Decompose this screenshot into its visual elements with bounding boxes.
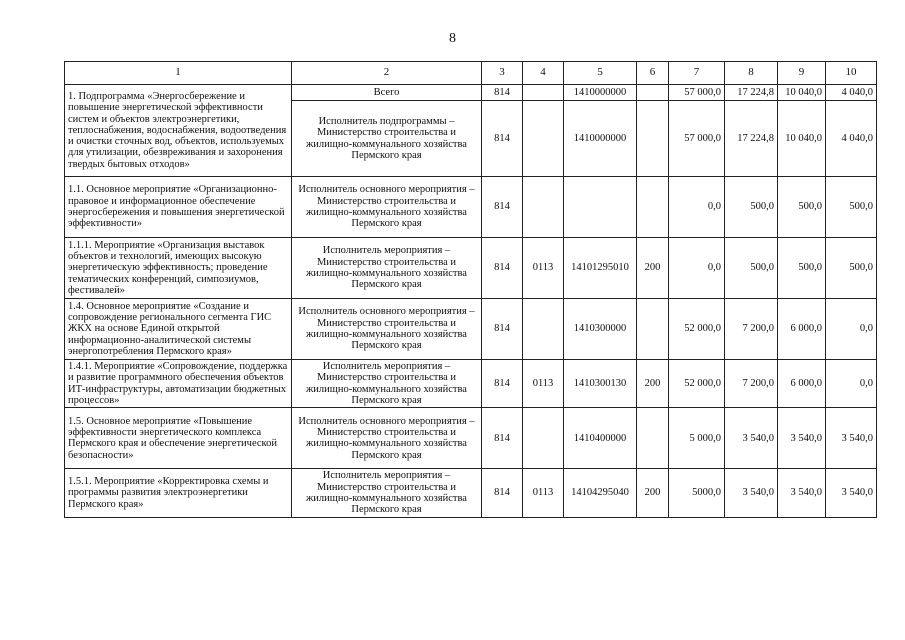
cell-executor: Исполнитель основного мероприятия – Министерство строительства и жилищно-коммунального хозяйства Пермского края [292,408,482,469]
cell-amount-col7: 0,0 [669,177,725,238]
cell-expense-type: 200 [637,238,669,299]
column-header: 5 [564,62,637,85]
cell-grbs: 814 [482,101,523,177]
cell-grbs: 814 [482,85,523,101]
column-header: 8 [725,62,778,85]
cell-amount-col8: 7 200,0 [725,360,778,408]
cell-amount-col10: 500,0 [826,177,877,238]
cell-amount-col9: 500,0 [778,177,826,238]
cell-grbs: 814 [482,360,523,408]
cell-executor: Исполнитель подпрограммы – Министерство строительства и жилищно-коммунального хозяйства Пермского края [292,101,482,177]
cell-amount-col7: 5 000,0 [669,408,725,469]
cell-expense-type [637,101,669,177]
cell-executor: Исполнитель мероприятия – Министерство строительства и жилищно-коммунального хозяйства Пермского края [292,469,482,517]
table-row [65,238,877,299]
cell-amount-col8: 17 224,8 [725,85,778,101]
cell-executor: Исполнитель мероприятия – Министерство строительства и жилищно-коммунального хозяйства Пермского края [292,238,482,299]
cell-section [523,408,564,469]
cell-amount-col10: 500,0 [826,238,877,299]
cell-amount-col9: 3 540,0 [778,408,826,469]
cell-amount-col8: 3 540,0 [725,408,778,469]
cell-expense-type: 200 [637,360,669,408]
cell-target-article: 1410300130 [564,360,637,408]
cell-amount-col8: 500,0 [725,177,778,238]
column-header: 6 [637,62,669,85]
cell-amount-col10: 0,0 [826,299,877,360]
cell-amount-col8: 17 224,8 [725,101,778,177]
cell-grbs: 814 [482,469,523,517]
header-row [65,62,877,85]
cell-amount-col9: 10 040,0 [778,85,826,101]
cell-grbs: 814 [482,299,523,360]
cell-amount-col8: 7 200,0 [725,299,778,360]
cell-executor: Исполнитель мероприятия – Министерство строительства и жилищно-коммунального хозяйства Пермского края [292,360,482,408]
cell-program-name: 1. Подпрограмма «Энергосбережение и повышение энергетической эффективности систем и объектов электроэнергетики, теплоснабжения, водоснабжения, водоотведения и очистки сточных вод, объектов, используемых для утилизации, обезвреживания и захоронения твердых бытовых отходов» [65,85,292,177]
table-row [65,299,877,360]
table-row [65,360,877,408]
column-header: 9 [778,62,826,85]
cell-section: 0113 [523,360,564,408]
cell-expense-type [637,177,669,238]
cell-amount-col7: 0,0 [669,238,725,299]
cell-amount-col9: 6 000,0 [778,360,826,408]
column-header: 10 [826,62,877,85]
column-header: 1 [65,62,292,85]
cell-amount-col10: 0,0 [826,360,877,408]
cell-section [523,299,564,360]
cell-section: 0113 [523,238,564,299]
cell-target-article: 1410000000 [564,101,637,177]
cell-target-article: 1410400000 [564,408,637,469]
cell-section [523,85,564,101]
table-row [65,469,877,517]
column-header: 3 [482,62,523,85]
cell-amount-col10: 3 540,0 [826,469,877,517]
cell-amount-col7: 52 000,0 [669,299,725,360]
cell-amount-col7: 57 000,0 [669,101,725,177]
cell-expense-type [637,85,669,101]
cell-amount-col10: 4 040,0 [826,101,877,177]
cell-target-article: 1410300000 [564,299,637,360]
table-row [65,85,877,101]
cell-amount-col10: 4 040,0 [826,85,877,101]
cell-expense-type: 200 [637,469,669,517]
cell-amount-col7: 52 000,0 [669,360,725,408]
cell-amount-col9: 6 000,0 [778,299,826,360]
cell-amount-col8: 500,0 [725,238,778,299]
cell-executor: Исполнитель основного мероприятия – Министерство строительства и жилищно-коммунального хозяйства Пермского края [292,177,482,238]
table-row [65,408,877,469]
cell-grbs: 814 [482,408,523,469]
cell-section: 0113 [523,469,564,517]
cell-amount-col9: 10 040,0 [778,101,826,177]
cell-program-name: 1.5. Основное мероприятие «Повышение эффективности энергетического комплекса Пермского края и обеспечение энергетической безопасности» [65,408,292,469]
table-row [65,177,877,238]
cell-section [523,101,564,177]
cell-expense-type [637,299,669,360]
cell-target-article: 14101295010 [564,238,637,299]
cell-executor: Всего [292,85,482,101]
cell-target-article: 14104295040 [564,469,637,517]
cell-grbs: 814 [482,177,523,238]
cell-program-name: 1.4. Основное мероприятие «Создание и сопровождение регионального сегмента ГИС ЖКХ на основе Единой открытой информационно-аналитической системы энергопотребления Пермского края» [65,299,292,360]
cell-amount-col9: 500,0 [778,238,826,299]
cell-target-article: 1410000000 [564,85,637,101]
cell-amount-col7: 5000,0 [669,469,725,517]
budget-table [64,61,877,518]
cell-executor: Исполнитель основного мероприятия – Министерство строительства и жилищно-коммунального хозяйства Пермского края [292,299,482,360]
page-number: 8 [449,31,456,46]
cell-program-name: 1.1.1. Мероприятие «Организация выставок объектов и технологий, имеющих высокую энергетическую эффективность; проведение тематических конференций, симпозиумов, фестивалей» [65,238,292,299]
cell-section [523,177,564,238]
cell-target-article [564,177,637,238]
cell-program-name: 1.1. Основное мероприятие «Организационно-правовое и информационное обеспечение энергосбережения и повышения энергетической эффективности» [65,177,292,238]
cell-program-name: 1.4.1. Мероприятие «Сопровождение, поддержка и развитие программного обеспечения объектов ИТ-инфраструктуры, автоматизации бюджетных процессов» [65,360,292,408]
cell-amount-col9: 3 540,0 [778,469,826,517]
column-header: 4 [523,62,564,85]
cell-amount-col8: 3 540,0 [725,469,778,517]
cell-amount-col7: 57 000,0 [669,85,725,101]
cell-amount-col10: 3 540,0 [826,408,877,469]
column-header: 7 [669,62,725,85]
column-header: 2 [292,62,482,85]
cell-program-name: 1.5.1. Мероприятие «Корректировка схемы и программы развития электроэнергетики Пермского края» [65,469,292,517]
cell-grbs: 814 [482,238,523,299]
cell-expense-type [637,408,669,469]
